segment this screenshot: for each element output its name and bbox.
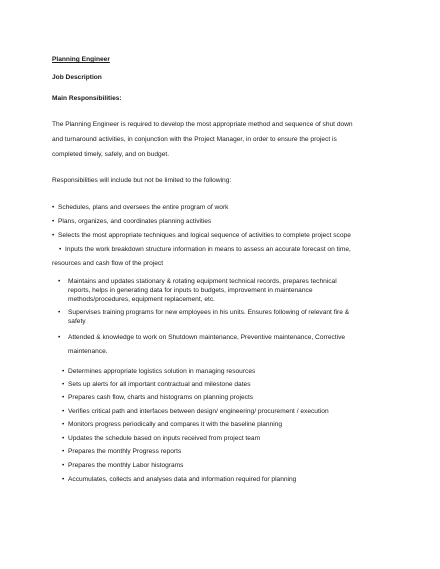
list-item: Updates the schedule based on inputs received from project team <box>68 435 261 442</box>
doc-title: Planning Engineer <box>52 56 110 63</box>
list-item: Maintains and updates stationary & rotating equipment technical records, prepares technical <box>68 278 337 285</box>
list-item-continuation: methods/procedures, equipment replacement, etc. <box>68 296 215 303</box>
list-item-continuation: maintenance. <box>68 348 108 355</box>
list-item: Determines appropriate logistics solution in managing resources <box>68 368 256 375</box>
list-item: Schedules, plans and oversees the entire program of work <box>58 204 229 211</box>
bullet-icon: • <box>62 368 65 375</box>
list-item: Supervises training programs for new employees in his units. Ensures following of relevant fire & <box>68 309 350 316</box>
bullet-icon: • <box>58 309 61 316</box>
lead-text: Responsibilities will include but not be limited to the following: <box>52 177 232 184</box>
bullet-icon: • <box>62 381 65 388</box>
list-item: Sets up alerts for all important contractual and milestone dates <box>68 381 251 388</box>
intro-line: completed timely, safely, and on budget. <box>52 151 170 158</box>
bullet-icon: • <box>52 204 55 211</box>
list-item: Attended & knowledge to work on Shutdown maintenance, Preventive maintenance, Corrective <box>68 334 346 341</box>
bullet-icon: • <box>52 218 55 225</box>
list-item: Inputs the work breakdown structure information in means to assess an accurate forecast on time, <box>65 246 351 253</box>
bullet-icon: • <box>58 334 61 341</box>
section-heading: Main Responsibilities: <box>52 95 122 102</box>
bullet-icon: • <box>52 232 55 239</box>
list-item: Accumulates, collects and analyses data and information required for planning <box>68 476 297 483</box>
list-item-continuation: reports, helps in generating data for inputs to budgets, improvement in maintenance <box>68 287 313 294</box>
bullet-icon: • <box>62 435 65 442</box>
list-item: Prepares cash flow, charts and histograms on planning projects <box>68 394 254 401</box>
intro-line: and turnaround activities, in conjunction with the Project Manager, in order to ensure the project is <box>52 136 337 143</box>
bullet-icon: • <box>62 408 65 415</box>
list-item: Prepares the monthly Progress reports <box>68 448 182 455</box>
list-item: Selects the most appropriate techniques and logical sequence of activities to complete project scope <box>58 232 351 239</box>
list-item: Prepares the monthly Labor histograms <box>68 462 184 469</box>
intro-line: The Planning Engineer is required to develop the most appropriate method and sequence of shut down <box>52 121 353 128</box>
list-item-continuation: resources and cash flow of the project <box>52 260 164 267</box>
list-item: Plans, organizes, and coordinates planning activities <box>58 218 212 225</box>
bullet-icon: • <box>62 448 65 455</box>
list-item: Verifies critical path and interfaces between design/ engineering/ procurement / execution <box>68 408 329 415</box>
bullet-icon: • <box>62 462 65 469</box>
bullet-icon: • <box>62 421 65 428</box>
bullet-icon: • <box>62 476 65 483</box>
bullet-icon: • <box>58 278 61 285</box>
bullet-icon: • <box>62 394 65 401</box>
list-item: Monitors progress periodically and compares it with the baseline planning <box>68 421 283 428</box>
list-item-continuation: safety <box>68 318 86 325</box>
doc-subtitle: Job Description <box>52 74 102 81</box>
bullet-icon: • <box>59 246 62 253</box>
